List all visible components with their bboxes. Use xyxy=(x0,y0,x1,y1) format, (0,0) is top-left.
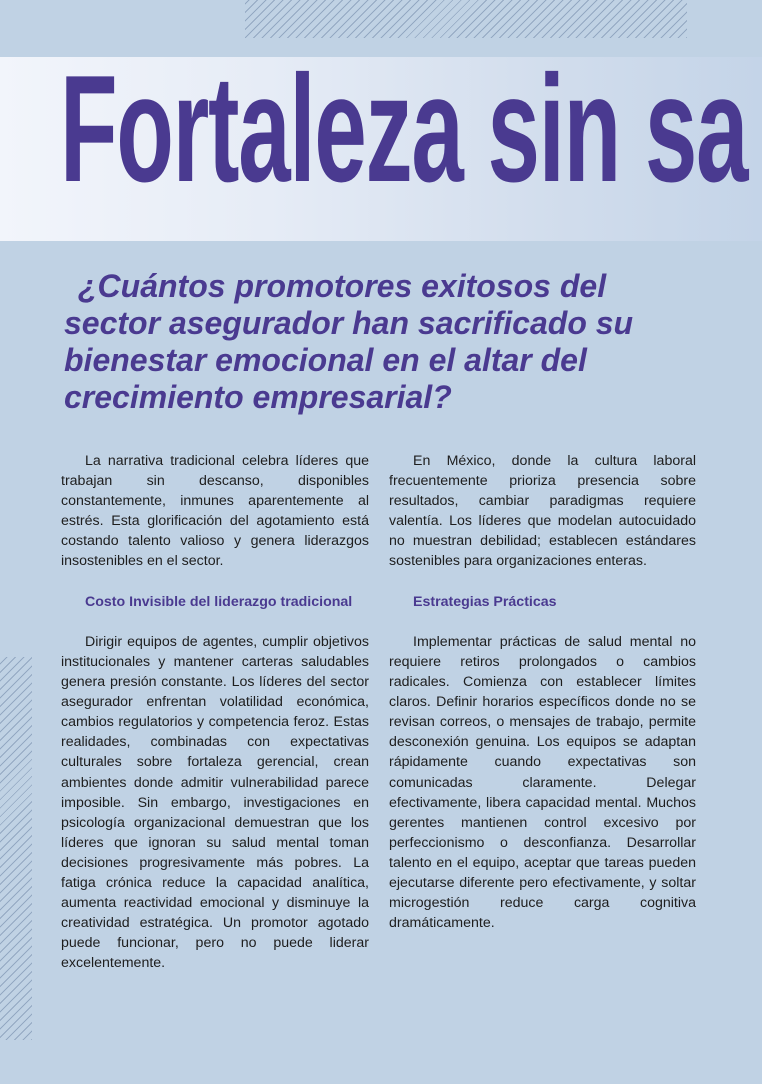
right-column xyxy=(389,451,696,933)
decorative-hatch-top xyxy=(245,0,687,38)
title-band xyxy=(0,57,762,241)
right-body-paragraph: Implementar prácticas de salud mental no requiere retiros prolongados o cambios radicales. Comienza con establecer límites claros. Definir horarios específicos donde no se revisan correos, o mensajes de trabajo, permite desconexión genuina. Los equipos se adaptan rápidamente cuando expectativas son comunicadas claramente. Delegar efectivamente, libera capacidad mental. Muchos gerentes mantienen control excesivo por perfeccionismo o desconfianza. Desarrollar talento en el equipo, aceptar que tareas pueden ejecutarse diferente pero efectivamente, y soltar microgestión reduce carga cognitiva dramáticamente. xyxy=(389,633,696,932)
article-subtitle: ¿Cuántos promotores exitosos del sector asegurador han sacrificado su bienestar emocional en el altar del crecimiento empresarial? xyxy=(64,268,634,415)
left-body-paragraph: Dirigir equipos de agentes, cumplir objetivos institucionales y mantener carteras saludables genera presión constante. Los líderes del sector asegurador enfrentan volatilidad económica, cambios regulatorios y competencia feroz. Estas realidades, combinadas con expectativas culturales sobre fortaleza gerencial, crean ambientes donde admitir vulnerabilidad parece imposible. Sin embargo, investigaciones en psicología organizacional demuestran que los líderes que ignoran su salud mental toman decisiones progresivamente más pobres. La fatiga crónica reduce la capacidad analítica, aumenta reactividad emocional y disminuye la creatividad estratégica. Un promotor agotado puede funcionar, pero no puede liderar excelentemente. xyxy=(61,633,369,972)
right-section-heading: Estrategias Prácticas xyxy=(413,593,557,610)
decorative-hatch-left xyxy=(0,657,32,1040)
left-intro-paragraph: La narrativa tradicional celebra líderes que trabajan sin descanso, disponibles constantemente, inmunes aparentemente al estrés. Esta glorificación del agotamiento está costando talento valioso y genera liderazgos insostenibles en el sector. xyxy=(61,453,369,570)
article-title: Fortaleza sin sa xyxy=(60,57,748,214)
left-column xyxy=(61,451,369,973)
left-section-heading: Costo Invisible del liderazgo tradicional xyxy=(85,593,353,610)
right-intro-paragraph: En México, donde la cultura laboral frecuentemente prioriza presencia sobre resultados, cambiar paradigmas requiere valentía. Los líderes que modelan autocuidado no muestran debilidad; establecen estándares sostenibles para organizaciones enteras. xyxy=(389,453,696,570)
